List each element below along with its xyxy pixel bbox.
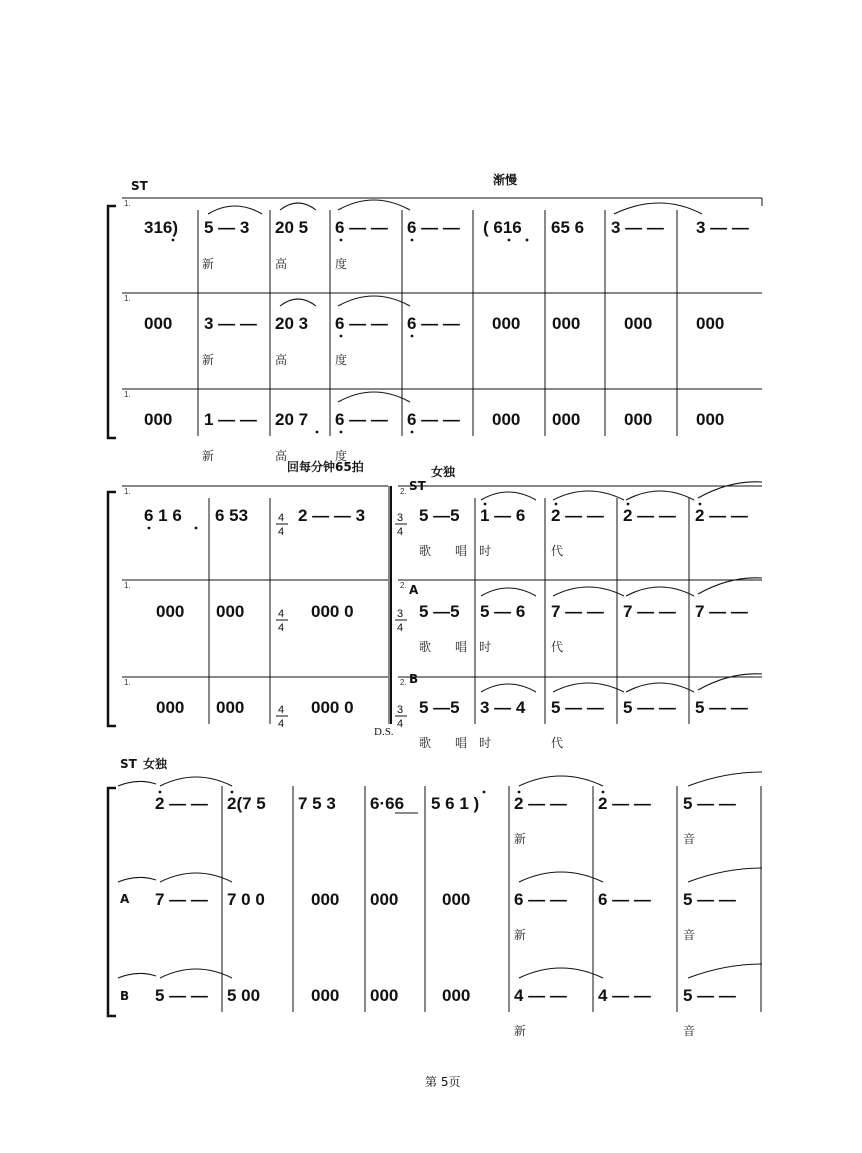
measure: 2 — — [623,506,676,525]
measure: 5 00 [227,986,261,1005]
measure: 5 —5 [419,698,460,717]
measure: 2 — — [695,506,748,525]
soprano-label: ST [409,479,426,493]
measure: 6 — — [335,410,388,429]
measure: 6 — — [407,218,460,237]
system-brace [108,492,116,726]
measure: 6 — — [514,890,567,909]
ending-1: 1. [124,678,131,687]
lyric: 音 [683,928,696,942]
measure: 000 [442,890,471,909]
measure: 000 [696,314,725,333]
measure: 3 — — [696,218,749,237]
measure: 2 — — [514,794,567,813]
soprano-label: ST [120,757,137,771]
measure: 000 [144,314,173,333]
alto-label: A [120,892,130,906]
measure: 4 — — [514,986,567,1005]
measure: 5 —5 [419,506,460,525]
measure: 5 — — [155,986,208,1005]
lyric: 新 [514,1024,527,1038]
measure: 5 — — [623,698,676,717]
measure: 6 — — [335,218,388,237]
measure: 316) [144,218,179,237]
svg-text:4: 4 [397,526,404,538]
measure: 000 [624,314,653,333]
lyric: 时 [479,736,492,750]
lyric: 时 [479,640,492,654]
lyric: 音 [683,832,696,846]
measure: 6 — — [598,890,651,909]
svg-text:4: 4 [278,608,285,620]
measure: 4 — — [598,986,651,1005]
system-1 [108,172,762,463]
measure: 7 — — [695,602,748,621]
lyric: 时 [479,544,492,558]
measure: 2 — — [155,794,208,813]
measure: 6 53 [215,506,249,525]
measure: 000 [492,314,521,333]
measure: 2 — — [551,506,604,525]
lyric: 歌 [419,544,432,558]
measure: 000 [552,410,581,429]
ending-1: 1. [124,294,131,303]
measure: 6·66 [370,794,405,813]
tempo-marking-return: 回每分钟65拍 [287,460,364,474]
measure: 000 0 [311,602,354,621]
measure: 65 6 [551,218,585,237]
ending-2: 2. [400,581,407,590]
lyric: 代 [551,736,564,750]
lyric: 代 [551,544,564,558]
measure: 5 —5 [419,602,460,621]
lyric: 新 [202,257,215,271]
system-brace [108,788,116,1016]
measure: 000 [216,602,245,621]
svg-text:3: 3 [397,512,404,524]
measure: 5 — — [551,698,604,717]
ds-marking: D.S. [374,726,394,738]
measure: 7 5 3 [298,794,336,813]
measure: 5 — — [683,986,736,1005]
measure: 3 — — [204,314,257,333]
lyric: 唱 [455,640,468,654]
lyric: 高 [275,449,288,463]
measure: 1 — — [204,410,257,429]
lyric: 度 [335,257,348,271]
bass-label: B [409,672,419,686]
ending-1: 1. [124,199,131,208]
ending-1: 1. [124,581,131,590]
svg-text:4: 4 [278,622,285,634]
svg-text:4: 4 [278,526,285,538]
svg-text:3: 3 [397,704,404,716]
measure: 000 [144,410,173,429]
measure: 000 [492,410,521,429]
female-solo-marking: 女独 [431,465,456,479]
measure: 1 — 6 [480,506,526,525]
measure: 2 — — [598,794,651,813]
measure: 7 — — [623,602,676,621]
svg-text:4: 4 [278,704,285,716]
system-brace [108,206,116,438]
lyric: 度 [335,353,348,367]
page-number: 第 5页 [425,1075,461,1089]
female-solo-marking: 女独 [143,757,168,771]
measure: 000 [311,986,340,1005]
lyric: 新 [202,353,215,367]
lyric: 歌 [419,736,432,750]
soprano-label: ST [131,179,148,193]
measure: 000 [442,986,471,1005]
lyric: 新 [514,928,527,942]
lyric: 唱 [455,736,468,750]
svg-text:3: 3 [397,608,404,620]
measure: 000 [311,890,340,909]
system-2 [108,459,762,750]
lyric: 代 [551,640,564,654]
measure: 6 — — [407,314,460,333]
measure: 20 5 [275,218,309,237]
measure: 5 — 3 [204,218,250,237]
lyric: 高 [275,353,288,367]
lyric: 新 [514,832,527,846]
ending-2: 2. [400,487,407,496]
ending-2: 2. [400,678,407,687]
alto-label: A [409,583,419,597]
lyric: 音 [683,1024,696,1038]
measure: 5 — 6 [480,602,526,621]
svg-text:4: 4 [397,718,404,730]
measure: 7 0 0 [227,890,265,909]
measure: 5 — — [683,890,736,909]
measure: 000 [216,698,245,717]
measure: 5 6 1 ) [431,794,480,813]
measure: 2 — — 3 [298,506,366,525]
measure: 2(7 5 [227,794,266,813]
system-3 [108,756,762,1038]
svg-text:4: 4 [397,622,404,634]
lyric: 新 [202,449,215,463]
lyric: 唱 [455,544,468,558]
measure: 20 7 [275,410,309,429]
measure: 6 — — [335,314,388,333]
measure: 000 0 [311,698,354,717]
measure: 7 — — [155,890,208,909]
measure: 000 [156,698,185,717]
measure: 000 [552,314,581,333]
measure: 3 — — [611,218,664,237]
tempo-marking-slow: 渐慢 [493,173,518,187]
lyric: 度 [335,449,348,463]
time-signature-4-4 [276,512,288,730]
measure: 3 — 4 [480,698,526,717]
svg-text:4: 4 [278,718,285,730]
lyric: 歌 [419,640,432,654]
measure: 7 — — [551,602,604,621]
ending-1: 1. [124,390,131,399]
measure: 6 1 6 [144,506,182,525]
bass-label: B [120,989,130,1003]
measure: ( 616 [483,218,522,237]
measure: 000 [370,890,399,909]
measure: 5 — — [695,698,748,717]
measure: 6 — — [407,410,460,429]
time-signature-3-4 [395,512,407,730]
svg-text:4: 4 [278,512,285,524]
measure: 000 [696,410,725,429]
lyric: 高 [275,257,288,271]
measure: 000 [370,986,399,1005]
measure: 000 [156,602,185,621]
measure: 20 3 [275,314,309,333]
measure: 5 — — [683,794,736,813]
measure: 000 [624,410,653,429]
ending-1: 1. [124,487,131,496]
